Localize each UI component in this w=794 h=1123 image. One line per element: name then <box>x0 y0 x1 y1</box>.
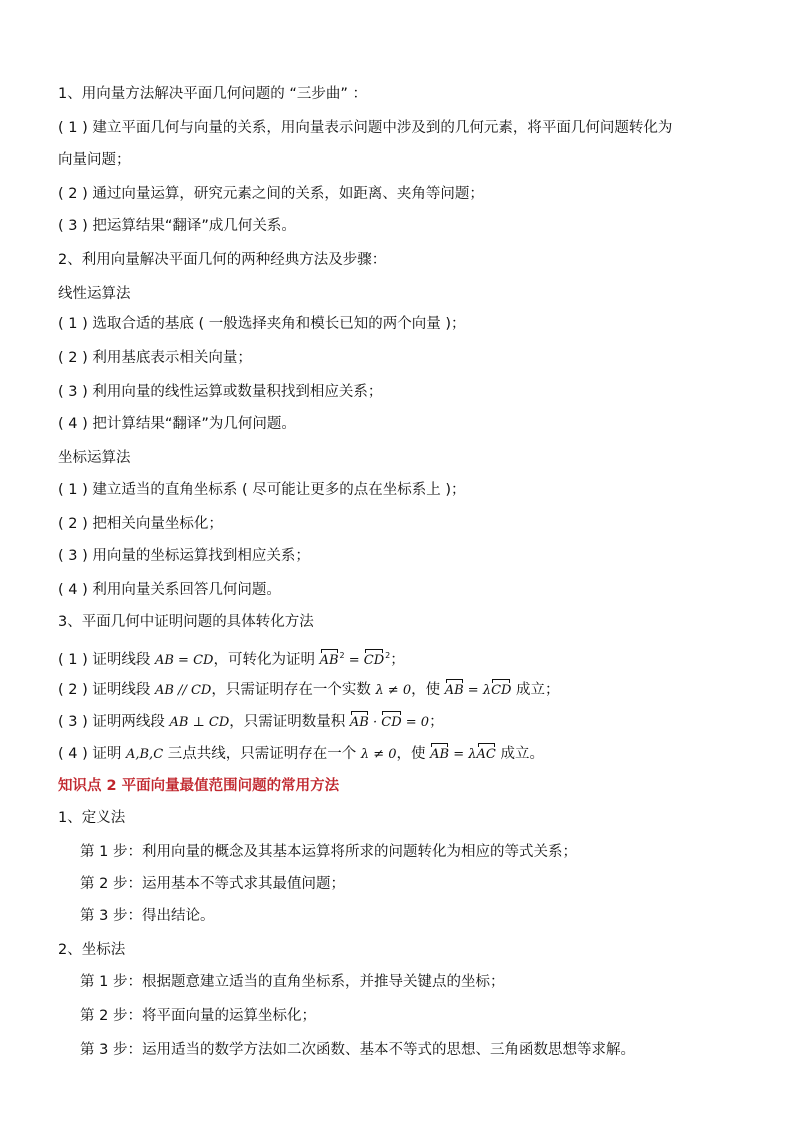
proof-3-suffix: ； <box>429 714 444 730</box>
proof-3-condition: AB ⊥ CD <box>169 715 230 730</box>
proof-1-condition: AB = CD <box>154 652 214 668</box>
para-1-title: 1、用向量方法解决平面几何问题的 “三步曲” ： <box>58 86 367 102</box>
method-1-step-1: 第 1 步：利用向量的概念及其基本运算将所求的问题转化为相应的等式关系； <box>80 844 577 860</box>
dot-operator: · <box>368 715 382 730</box>
points-abc: A,B,C <box>125 747 164 762</box>
proof-3-prefix: ( 3 ) 证明两线段 <box>58 714 170 730</box>
equals-zero: = 0 <box>401 715 430 730</box>
lambda-condition: λ ≠ 0 <box>375 683 412 698</box>
proof-1-mid: ，可转化为证明 <box>213 651 320 668</box>
proof-1-prefix: ( 1 ) 证明线段 <box>58 651 155 668</box>
lambda-condition: λ ≠ 0 <box>360 747 397 762</box>
vector-ab: AB <box>350 713 369 733</box>
vector-ab: AB <box>445 681 464 701</box>
method-1-step-3: 第 3 步：得出结论。 <box>80 908 215 924</box>
linear-method-title: 线性运算法 <box>58 286 131 302</box>
proof-3-mid: ，只需证明数量积 <box>229 714 350 730</box>
coord-step-1: ( 1 ) 建立适当的直角坐标系 ( 尽可能让更多的点在坐标系上 )； <box>58 482 466 498</box>
para-1-step-1: ( 1 ) 建立平面几何与向量的关系，用向量表示问题中涉及到的几何元素，将平面几何问题转化为 <box>58 120 673 136</box>
coord-method-title: 坐标运算法 <box>58 450 131 466</box>
proof-line-2 <box>58 680 754 701</box>
exponent: 2 <box>385 651 391 660</box>
method-1-title: 1、定义法 <box>58 810 126 826</box>
proof-4-suffix: 成立。 <box>495 746 544 762</box>
vector-cd: CD <box>381 713 401 733</box>
linear-step-3: ( 3 ) 利用向量的线性运算或数量积找到相应关系； <box>58 384 383 400</box>
method-2-title: 2、坐标法 <box>58 942 126 958</box>
coord-step-2: ( 2 ) 把相关向量坐标化； <box>58 516 223 532</box>
para-3-title: 3、平面几何中证明问题的具体转化方法 <box>58 614 314 630</box>
proof-2-mid2: ，使 <box>411 682 445 698</box>
exponent: 2 <box>339 651 345 660</box>
proof-line-4 <box>58 744 754 765</box>
vector-cd: CD <box>364 651 384 671</box>
linear-step-4: ( 4 ) 把计算结果“翻译”为几何问题。 <box>58 416 296 432</box>
proof-line-1 <box>58 646 754 671</box>
linear-step-1: ( 1 ) 选取合适的基底 ( 一般选择夹角和模长已知的两个向量 )； <box>58 316 466 332</box>
para-1-step-3: ( 3 ) 把运算结果“翻译”成几何关系。 <box>58 218 296 234</box>
proof-2-prefix: ( 2 ) 证明线段 <box>58 682 155 698</box>
para-2-title: 2、利用向量解决平面几何的两种经典方法及步骤： <box>58 252 387 268</box>
linear-step-2: ( 2 ) 利用基底表示相关向量； <box>58 350 252 366</box>
proof-2-mid: ，只需证明存在一个实数 <box>211 682 376 698</box>
vector-ac: AC <box>477 745 496 765</box>
vector-ab: AB <box>320 651 339 671</box>
proof-2-suffix: 成立； <box>511 682 560 698</box>
method-1-step-2: 第 2 步：运用基本不等式求其最值问题； <box>80 876 345 892</box>
equals-lambda: = λ <box>449 747 477 762</box>
coord-step-3: ( 3 ) 用向量的坐标运算找到相应关系； <box>58 548 310 564</box>
para-1-step-2: ( 2 ) 通过向量运算，研究元素之间的关系，如距离、夹角等问题； <box>58 186 484 202</box>
proof-4-prefix: ( 4 ) 证明 <box>58 746 126 762</box>
vector-cd: CD <box>491 681 511 701</box>
proof-line-3 <box>58 712 754 733</box>
para-1-step-1-cont: 向量问题； <box>58 152 131 168</box>
equals-sign: = <box>344 652 364 668</box>
method-2-step-1: 第 1 步：根据题意建立适当的直角坐标系，并推导关键点的坐标； <box>80 974 505 990</box>
equals-lambda: = λ <box>463 683 492 698</box>
method-2-step-3: 第 3 步：运用适当的数学方法如二次函数、基本不等式的思想、三角函数思想等求解。 <box>80 1042 635 1058</box>
proof-1-suffix: ； <box>390 651 405 668</box>
section-heading: 知识点 2 平面向量最值范围问题的常用方法 <box>58 778 340 794</box>
proof-4-mid: 三点共线，只需证明存在一个 <box>163 746 361 762</box>
proof-4-mid2: ，使 <box>396 746 431 762</box>
vector-ab: AB <box>430 745 449 765</box>
coord-step-4: ( 4 ) 利用向量关系回答几何问题。 <box>58 582 281 598</box>
method-2-step-2: 第 2 步：将平面向量的运算坐标化； <box>80 1008 316 1024</box>
proof-2-condition: AB // CD <box>154 683 212 698</box>
